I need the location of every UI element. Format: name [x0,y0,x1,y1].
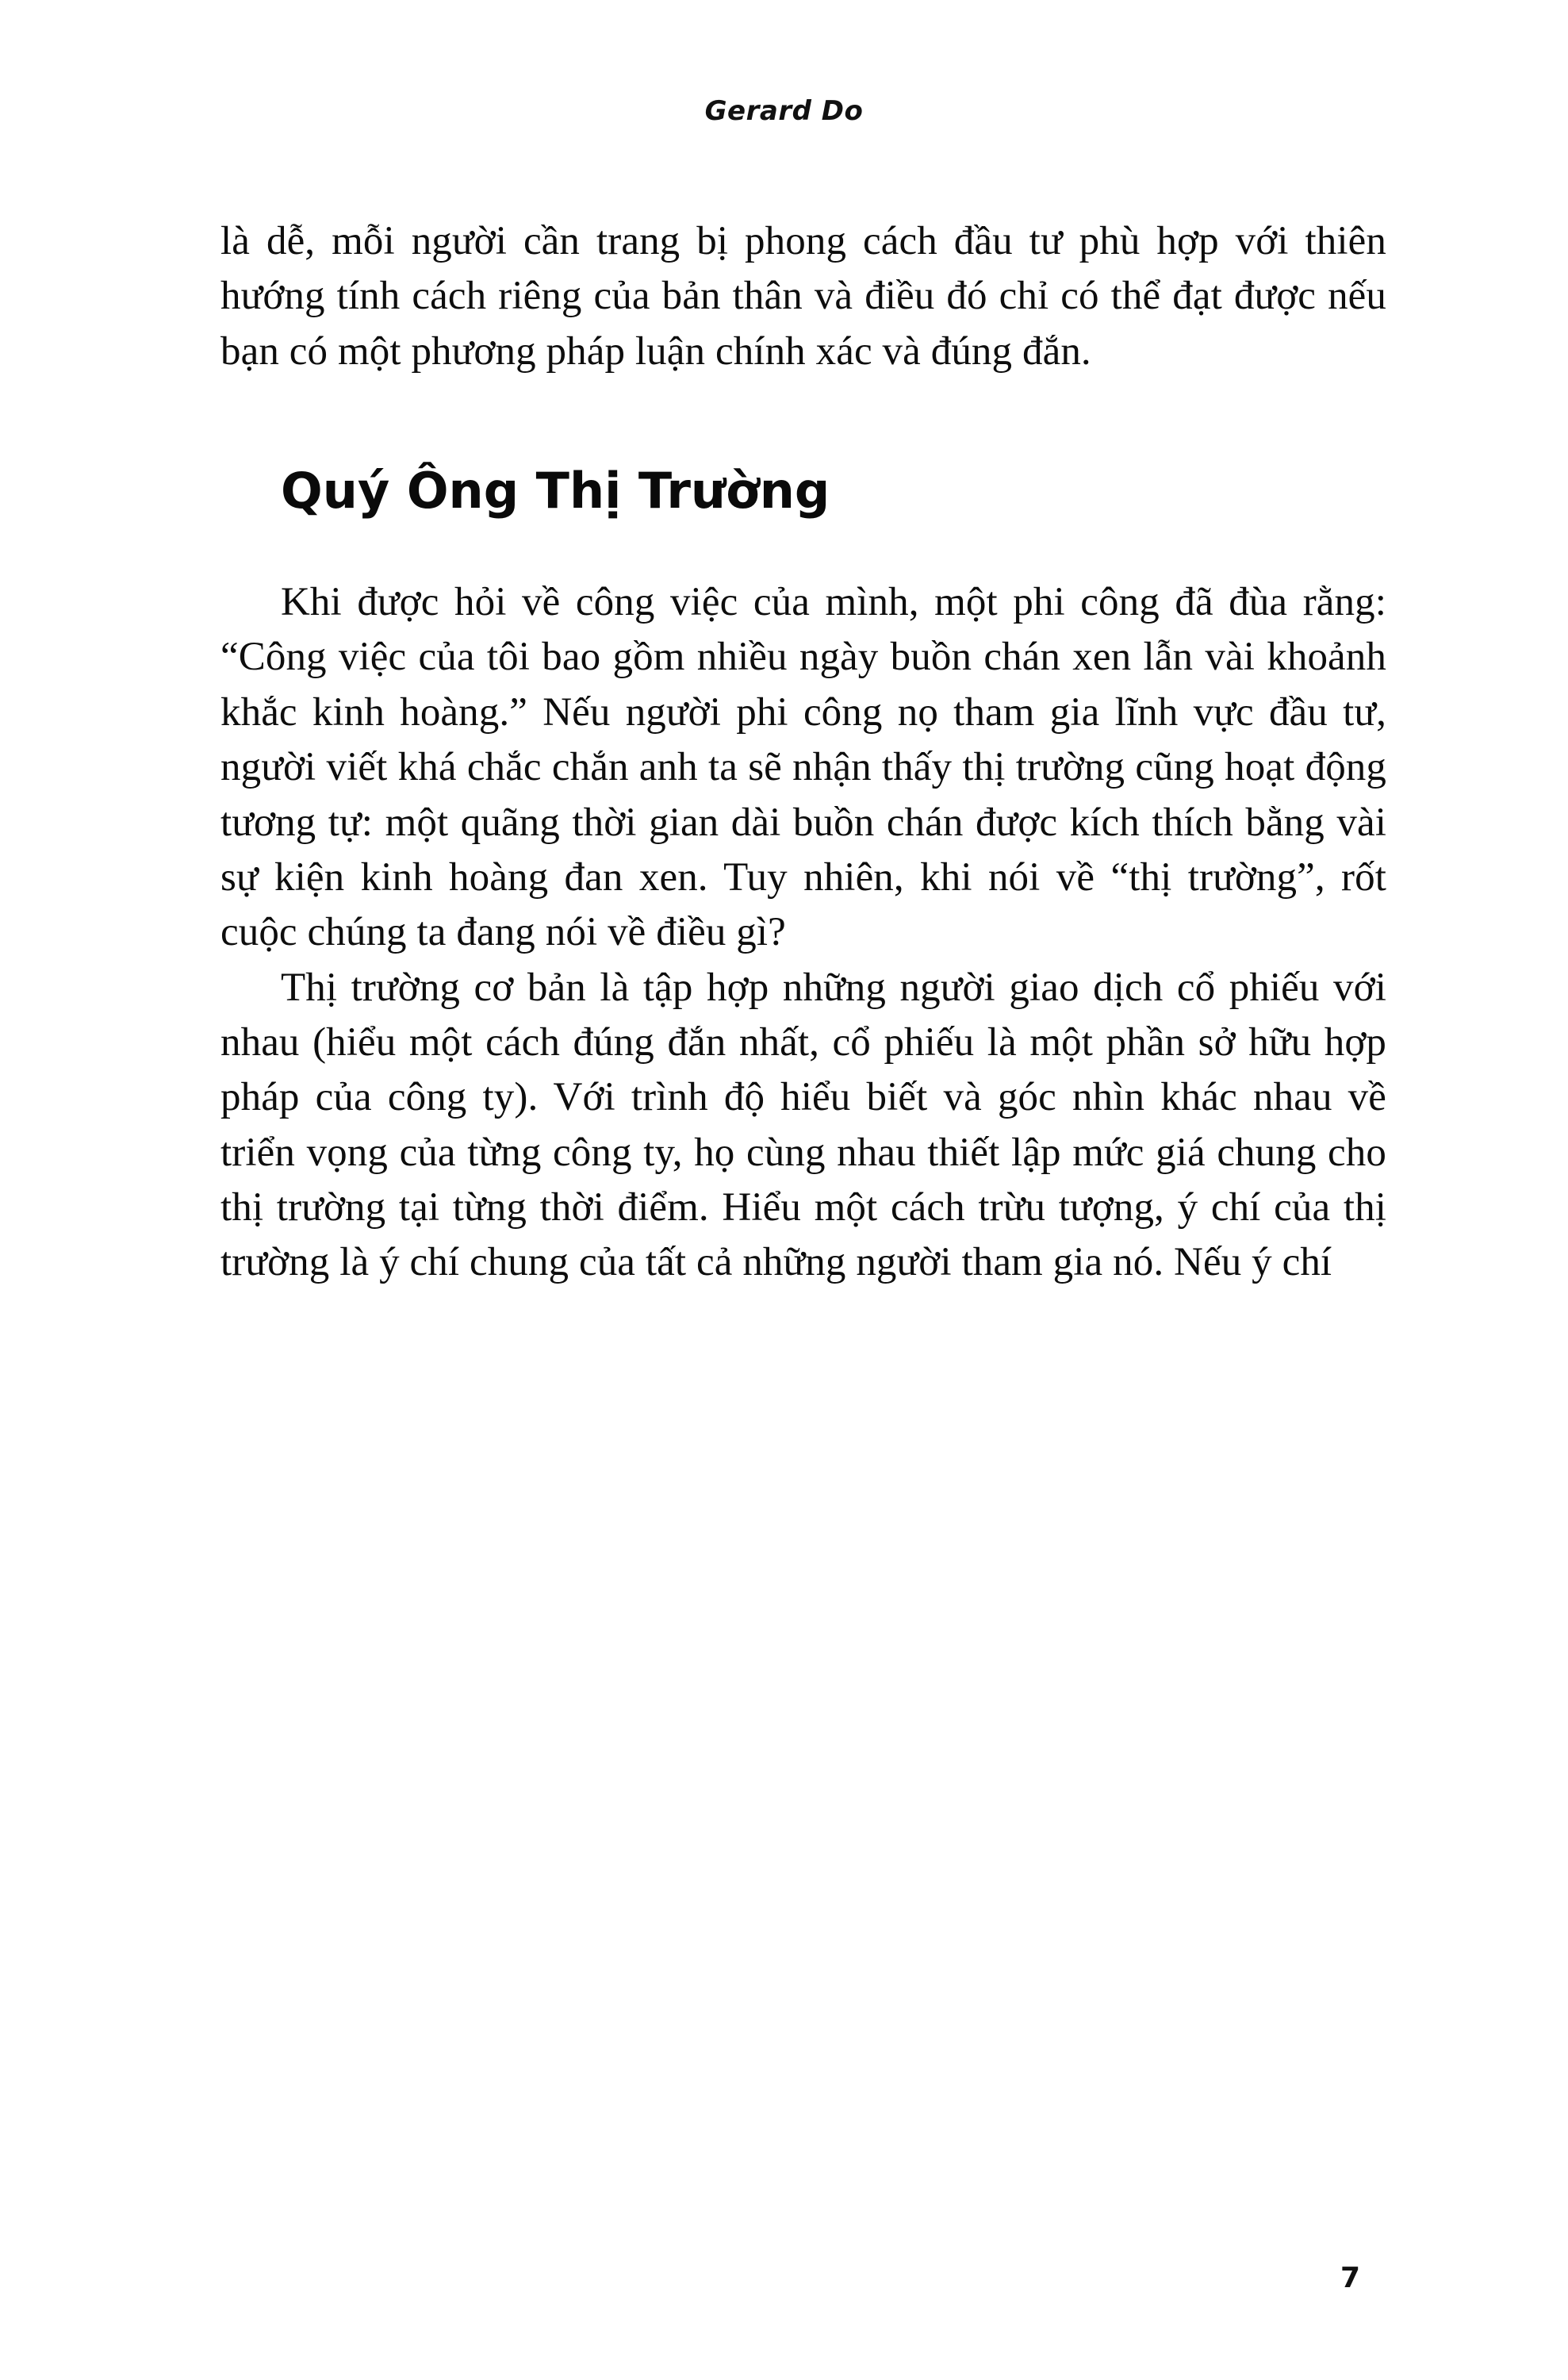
paragraph-continued: là dễ, mỗi người cần trang bị phong cách đầu tư phù hợp với thiên hướng tính cách riêng của bản thân và điều đó chỉ có thể đạt được nếu bạn có một phương pháp luận chính xác và đúng đắn. [220,219,1386,374]
page-content [220,214,1386,1291]
page-number: 7 [1340,2262,1360,2294]
section-heading: Quý Ông Thị Trường [281,462,830,520]
spacer [220,379,1386,462]
spacer [220,520,1386,575]
paragraph-2: Thị trường cơ bản là tập hợp những người giao dịch cổ phiếu với nhau (hiểu một cách đúng đắn nhất, cổ phiếu là một phần sở hữu hợp pháp của công ty). Với trình độ hiểu biết và góc nhìn khác nhau về triển vọng của từng công ty, họ cùng nhau thiết lập mức giá chung cho thị trường tại từng thời điểm. Hiểu một cách trừu tượng, ý chí của thị trường là ý chí chung của tất cả những người tham gia nó. Nếu ý chí [220,965,1386,1285]
paragraph-1: Khi được hỏi về công việc của mình, một phi công đã đùa rằng: “Công việc của tôi bao gồm nhiều ngày buồn chán xen lẫn vài khoảnh khắc kinh hoàng.” Nếu người phi công nọ tham gia lĩnh vực đầu tư, người viết khá chắc chắn anh ta sẽ nhận thấy thị trường cũng hoạt động tương tự: một quãng thời gian dài buồn chán được kích thích bằng vài sự kiện kinh hoàng đan xen. Tuy nhiên, khi nói về “thị trường”, rốt cuộc chúng ta đang nói về điều gì? [220,580,1386,955]
running-head-author: Gerard Do [704,95,864,127]
